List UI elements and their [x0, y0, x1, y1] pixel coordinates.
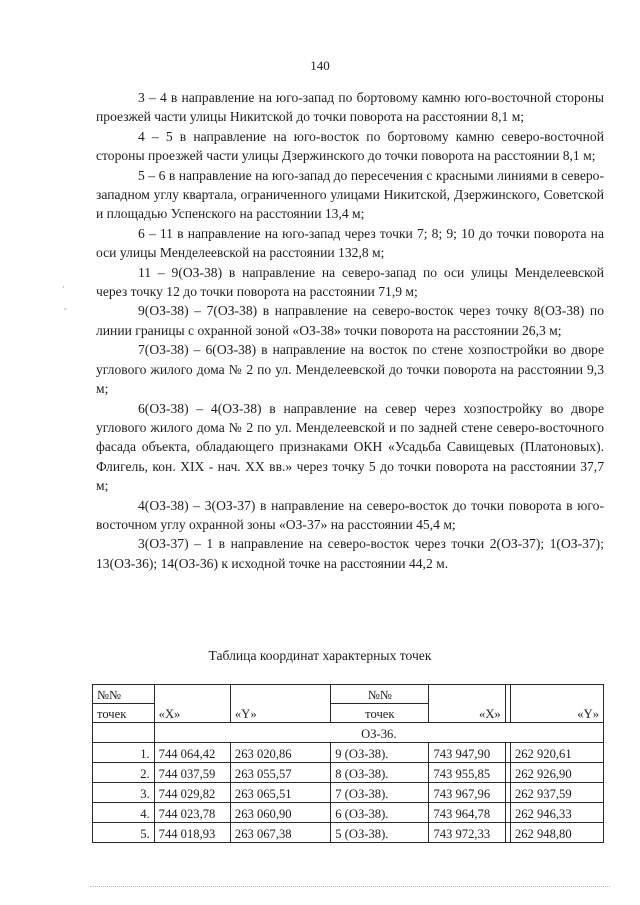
point-number: 2. [93, 763, 155, 783]
point-name: 9 (ОЗ-38). [331, 743, 429, 763]
table-row [93, 803, 604, 823]
table-row [93, 823, 604, 843]
table-section-row [93, 723, 604, 743]
paragraph: 6 – 11 в направление на юго-запад через точки 7; 8; 9; 10 до точки поворота на оси улицы Менделеевской на расстоянии 132,8 м; [96, 225, 604, 261]
table-header-row [93, 685, 604, 704]
table-cell [93, 723, 155, 743]
point-name: 5 (ОЗ-38). [331, 823, 429, 843]
point-number: 1. [93, 743, 155, 763]
paragraph: 3(ОЗ-37) – 1 в направление на северо-восток через точки 2(ОЗ-37); 1(ОЗ-37); 13(ОЗ-36); 14(ОЗ-36) к исходной точке на расстоянии 44,2 м. [96, 536, 604, 571]
paragraph: 11 – 9(ОЗ-38) в направление на северо-запад по оси улицы Менделеевской через точку 12 до точки поворота на расстоянии 71,9 м; [96, 264, 604, 300]
paragraph: 6(ОЗ-38) – 4(ОЗ-38) в направление на север через хозпостройку во дворе углового жилого дома № 2 по ул. Менделеевской и по задней стене северо-восточного фасада объекта, обладающего признаками ОКН «Усадьба Савищевых (Платоновых). Флигель, кон. XIX - нач. XX вв.» через точку 5 до точки поворота на расстоянии 37,7 м; [96, 400, 604, 494]
coordinates-table [92, 684, 604, 843]
x-value: 743 964,78 [429, 803, 505, 823]
x-value: 743 955,85 [429, 763, 505, 783]
paragraph: 9(ОЗ-38) – 7(ОЗ-38) в направление на северо-восток через точку 8(ОЗ-38) по линии границы с охранной зоной «ОЗ-38» точки поворота на расстоянии 26,3 м; [96, 303, 604, 338]
y-value: 262 946,33 [510, 803, 603, 823]
paragraph: 7(ОЗ-38) – 6(ОЗ-38) в направление на восток по стене хозпостройки во дворе углового жилого дома № 2 по ул. Менделеевской до точки поворота на расстоянии 9,3 м; [96, 342, 604, 397]
x-value: 744 037,59 [154, 763, 230, 783]
point-number: 4. [93, 803, 155, 823]
scan-speck: · [62, 282, 65, 292]
body-text [96, 88, 604, 573]
x-value: 744 029,82 [154, 783, 230, 803]
paragraph: 4(ОЗ-38) – 3(ОЗ-37) в направление на северо-восток до точки поворота в юго-восточном углу охранной зоны «ОЗ-37» на расстоянии 45,4 м; [96, 497, 604, 532]
table-row [93, 783, 604, 803]
table-title: Таблица координат характерных точек [208, 648, 432, 663]
header-cell-y: «Y» [230, 685, 330, 723]
y-value: 262 920,61 [510, 743, 603, 763]
y-value: 262 926,90 [510, 763, 603, 783]
section-label: ОЗ-36. [154, 723, 603, 743]
x-value: 744 018,93 [154, 823, 230, 843]
y-value: 263 060,90 [230, 803, 330, 823]
y-value: 262 937,59 [510, 783, 603, 803]
header-cell: точек [93, 704, 155, 723]
scan-noise-line [90, 886, 610, 888]
paragraph: 3 – 4 в направление на юго-запад по бортовому камню юго-восточной стороны проезжей части улицы Никитской до точки поворота на расстоянии 8,1 м; [96, 90, 604, 125]
point-name: 7 (ОЗ-38). [331, 783, 429, 803]
header-cell: точек [331, 704, 429, 723]
header-cell-y: «Y» [510, 685, 603, 723]
x-value: 743 972,33 [429, 823, 505, 843]
paragraph: 4 – 5 в направление на юго-восток по бортовому камню северо-восточной стороны проезжей части улицы Дзержинского до точки поворота на расстоянии 8,1 м; [96, 128, 604, 164]
point-number: 5. [93, 823, 155, 843]
point-name: 6 (ОЗ-38). [331, 803, 429, 823]
x-value: 744 064,42 [154, 743, 230, 763]
x-value: 744 023,78 [154, 803, 230, 823]
table-row [93, 743, 604, 763]
header-cell: №№ [331, 685, 429, 704]
header-cell: №№ [93, 685, 155, 704]
point-number: 3. [93, 783, 155, 803]
paragraph: 5 – 6 в направление на юго-запад до пересечения с красными линиями в северо-западном углу квартала, ограниченного улицами Никитской, Дзержинского, Советской и площадью Успенского на расстоянии 13,4 м; [96, 167, 604, 222]
table-row [93, 763, 604, 783]
y-value: 263 020,86 [230, 743, 330, 763]
scan-speck: ˛ [64, 300, 67, 310]
header-cell-x: «X» [429, 685, 505, 723]
y-value: 263 065,51 [230, 783, 330, 803]
page-number: 140 [310, 58, 330, 73]
x-value: 743 967,96 [429, 783, 505, 803]
point-name: 8 (ОЗ-38). [331, 763, 429, 783]
y-value: 263 055,57 [230, 763, 330, 783]
header-cell-x: «X» [154, 685, 230, 723]
y-value: 262 948,80 [510, 823, 603, 843]
x-value: 743 947,90 [429, 743, 505, 763]
y-value: 263 067,38 [230, 823, 330, 843]
